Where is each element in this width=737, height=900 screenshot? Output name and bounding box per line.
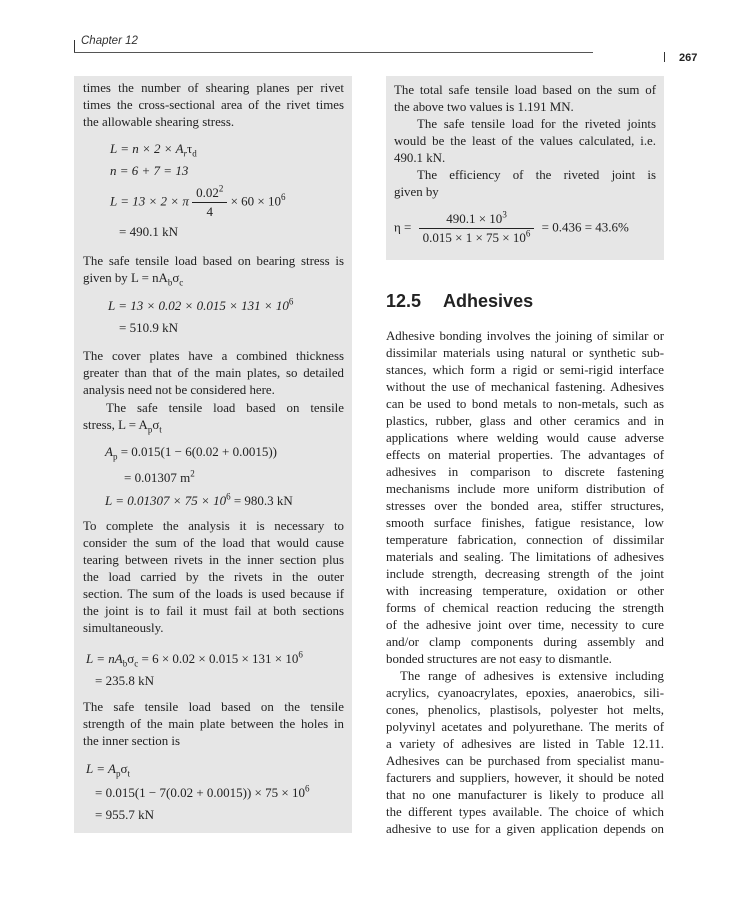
eq-sub: b xyxy=(122,658,128,669)
header-rule-right xyxy=(664,52,665,62)
eq-sup: 2 xyxy=(218,183,224,194)
eq-text: = 955.7 kN xyxy=(95,807,154,822)
text-line: strength of the main plate between the holes in xyxy=(83,717,344,731)
eq-text: = 0.01307 m xyxy=(124,470,191,485)
text-line: the different types available. The choice of which xyxy=(386,805,664,819)
text-line: can be used to bond metals to non-metals, such as xyxy=(386,397,664,411)
eq-text: A xyxy=(105,444,113,459)
text-line: the inner section is xyxy=(83,734,181,748)
eq-text: = 235.8 kN xyxy=(95,673,154,688)
text-line: cones, phenolics, plastisols, polyester hot melts, xyxy=(386,703,664,717)
text-line: of the adhesive joint over time, necessity to cure xyxy=(386,618,664,632)
text-line: Adhesive bonding involves the joining of similar or xyxy=(386,329,664,343)
equation-area xyxy=(105,444,277,460)
text-line: that no one manufacturer is likely to produce all xyxy=(386,788,664,802)
text-line: smooth surface finishes, fatigue resistance, low xyxy=(386,516,664,530)
text-span: given by L = nA xyxy=(83,271,168,285)
text-line: materials and sealing. The limitations of adhesives xyxy=(386,550,664,564)
equation-result-3 xyxy=(95,673,154,689)
fraction xyxy=(192,184,227,221)
text-line: The safe tensile load for the riveted joints xyxy=(417,117,656,131)
text-line: consider the sum of the load that would cause xyxy=(83,536,344,550)
eq-sup: 2 xyxy=(190,468,195,479)
eq-text: L = 13 × 2 × π xyxy=(110,193,189,209)
eq-sub: t xyxy=(159,424,162,435)
text-line xyxy=(83,417,344,434)
eq-sub: b xyxy=(167,277,173,288)
eq-text: = 0.436 = 43.6% xyxy=(541,219,629,235)
text-line: tearing between rivets in the inner section plus xyxy=(83,553,344,567)
safe-paragraph xyxy=(394,116,656,167)
text-line: and/or clamp components during assembly and xyxy=(386,635,664,649)
text-line: plastics, rubber, glass and other ceramics and in xyxy=(386,414,664,428)
fraction-numerator xyxy=(419,210,535,229)
text-line: simultaneously. xyxy=(83,621,164,635)
text-line: Adhesives can be purchased from specialist manu- xyxy=(386,754,664,768)
eq-symbol: σ xyxy=(127,651,135,666)
text-line: polyvinyl acetates and polyurethane. The merits of xyxy=(386,720,664,734)
cover-paragraph xyxy=(83,348,344,399)
eq-text: 0.02 xyxy=(196,185,219,200)
text-line: facturers and suppliers, however, it should be noted xyxy=(386,771,664,785)
text-span: stress, L = A xyxy=(83,418,148,432)
eq-symbol: σ xyxy=(152,418,160,432)
text-line: include strength, decreasing strength of the joint xyxy=(386,567,664,581)
fraction-denominator: 4 xyxy=(206,204,213,219)
text-line: The total safe tensile load based on the sum of xyxy=(394,83,656,97)
total-paragraph xyxy=(394,82,656,116)
complete-paragraph xyxy=(83,518,344,637)
text-line: The range of adhesives is extensive including xyxy=(400,669,664,683)
adhesives-paragraph-1 xyxy=(386,328,664,668)
efficiency-paragraph xyxy=(394,167,656,201)
text-line: the load carried by the rivets in the outer xyxy=(83,570,344,584)
eq-text: = 6 × 0.02 × 0.015 × 131 × 10 xyxy=(138,651,299,666)
text-line: temperature fabrication, connection of dissimilar xyxy=(386,533,664,547)
text-line: times the cross-sectional area of the rivet times xyxy=(83,98,344,112)
chapter-label: Chapter 12 xyxy=(81,35,138,47)
text-line: given by xyxy=(394,185,439,199)
section-heading xyxy=(386,291,533,312)
text-line: analysis need not be considered here. xyxy=(83,383,275,397)
text-line: The safe tensile load based on bearing stress is xyxy=(83,254,344,268)
equation-main xyxy=(86,761,130,777)
text-line: The safe tensile load based on the tensile xyxy=(83,700,344,714)
text-line: The efficiency of the riveted joint is xyxy=(417,168,656,182)
text-line: the joint is to fail it must fail at both sections xyxy=(83,604,344,618)
text-line: acrylics, cyanoacrylates, epoxies, anaerobics, sili- xyxy=(386,686,664,700)
fraction xyxy=(419,210,535,247)
page-number: 267 xyxy=(679,52,698,64)
text-line xyxy=(83,270,344,287)
eq-sub: c xyxy=(134,658,139,669)
eq-text: = 980.3 kN xyxy=(230,493,293,508)
eq-sub: c xyxy=(179,277,184,288)
bearing-paragraph xyxy=(83,253,344,287)
text-line: with increasing temperature, oxidation or other xyxy=(386,584,664,598)
eq-text: × 60 × 10 xyxy=(230,193,281,209)
eq-text: L = 0.01307 × 75 × 10 xyxy=(105,493,227,508)
text-line: effects on material properties. The advantages of xyxy=(386,448,664,462)
eq-text: = 490.1 kN xyxy=(119,224,178,239)
equation-main-calc xyxy=(95,785,309,801)
equation-n xyxy=(110,163,188,179)
header-rule-left xyxy=(74,40,75,52)
text-line: To complete the analysis it is necessary to xyxy=(83,519,344,533)
eq-sup: 6 xyxy=(304,783,310,794)
text-line: without the use of mechanical fastening. Adhesives xyxy=(386,380,664,394)
section-number: 12.5 xyxy=(386,291,422,311)
eq-sub: p xyxy=(112,451,118,462)
text-line: the allowable shearing stress. xyxy=(83,115,235,129)
eq-text: 0.015 × 1 × 75 × 10 xyxy=(422,230,526,245)
eq-sup: 6 xyxy=(281,192,286,203)
text-line: mechanisms include more uniform distribution of xyxy=(386,482,664,496)
eq-text: L = A xyxy=(86,761,116,776)
text-line: forms of chemical reaction reducing the strength xyxy=(386,601,664,615)
text-line: would be the least of the values calculated, i.e. xyxy=(394,134,656,148)
fraction-numerator xyxy=(192,184,227,203)
text-line: times the number of shearing planes per rivet xyxy=(83,81,344,95)
eq-text: = 0.015(1 − 7(0.02 + 0.0015)) × 75 × 10 xyxy=(95,785,305,800)
text-line: the above two values is 1.191 MN. xyxy=(394,100,574,114)
eq-sub: p xyxy=(115,768,121,779)
text-line: stances, which form a rigid or semi-rigid interface xyxy=(386,363,664,377)
tensile-paragraph xyxy=(83,400,344,434)
header-rule xyxy=(74,52,593,53)
text-line: adhesive to use for a given application depends on xyxy=(386,822,664,836)
text-line: adhesives in comparison to discrete fastening xyxy=(386,465,664,479)
equation-bearing xyxy=(108,298,293,314)
eq-sup: 6 xyxy=(288,296,294,307)
eq-sub: r xyxy=(183,148,188,159)
eq-text: = 0.015(1 − 6(0.02 + 0.0015)) xyxy=(117,444,278,459)
intro-paragraph xyxy=(83,80,344,131)
equation-result-2 xyxy=(119,320,178,336)
equation-result-4 xyxy=(95,807,154,823)
text-line: a variety of adhesives are listed in Table 12.11. xyxy=(386,737,664,751)
adhesives-paragraph-2 xyxy=(386,668,664,838)
text-line: applications where welding would cause adverse xyxy=(386,431,664,445)
text-line: The safe tensile load based on tensile xyxy=(106,401,344,415)
eq-text: = 510.9 kN xyxy=(119,320,178,335)
text-line: The cover plates have a combined thickness xyxy=(83,349,344,363)
eq-symbol: σ xyxy=(120,761,128,776)
eq-symbol: τ xyxy=(187,141,193,156)
eq-sup: 6 xyxy=(525,228,531,239)
main-plate-paragraph xyxy=(83,699,344,750)
text-line: dissimilar materials using natural or synthetic sub- xyxy=(386,346,664,360)
eq-sub: t xyxy=(127,768,131,779)
section-title: Adhesives xyxy=(443,291,534,311)
eq-sub: d xyxy=(192,148,197,159)
eq-text: L = 13 × 0.02 × 0.015 × 131 × 10 xyxy=(108,298,289,313)
equation-efficiency xyxy=(394,210,629,247)
text-line: 490.1 kN. xyxy=(394,151,446,165)
eq-sub: p xyxy=(147,424,153,435)
equation-sum xyxy=(86,651,303,667)
equation-result-1 xyxy=(119,224,178,240)
eq-sup: 6 xyxy=(226,491,231,502)
eq-text: L = nA xyxy=(86,651,123,666)
equation-area-result xyxy=(124,470,195,486)
text-line: bonded structures are not easy to dismantle. xyxy=(386,652,612,666)
eq-symbol: σ xyxy=(172,271,180,285)
eq-text: L = n × 2 × A xyxy=(110,141,184,156)
eq-symbol: η = xyxy=(394,219,412,235)
eq-sup: 3 xyxy=(502,209,507,220)
eq-text: n = 6 + 7 = 13 xyxy=(110,163,189,178)
equation-shear-calc xyxy=(110,184,286,221)
fraction-denominator xyxy=(419,229,535,247)
equation-shear-load xyxy=(110,141,197,157)
text-line: stresses over the bonded area, stiffer structures, xyxy=(386,499,664,513)
text-line: section. The sum of the loads is used because if xyxy=(83,587,344,601)
equation-tensile xyxy=(105,493,293,509)
eq-sup: 6 xyxy=(298,649,303,660)
eq-text: 490.1 × 10 xyxy=(446,211,503,226)
text-line: greater than that of the main plates, so detailed xyxy=(83,366,344,380)
